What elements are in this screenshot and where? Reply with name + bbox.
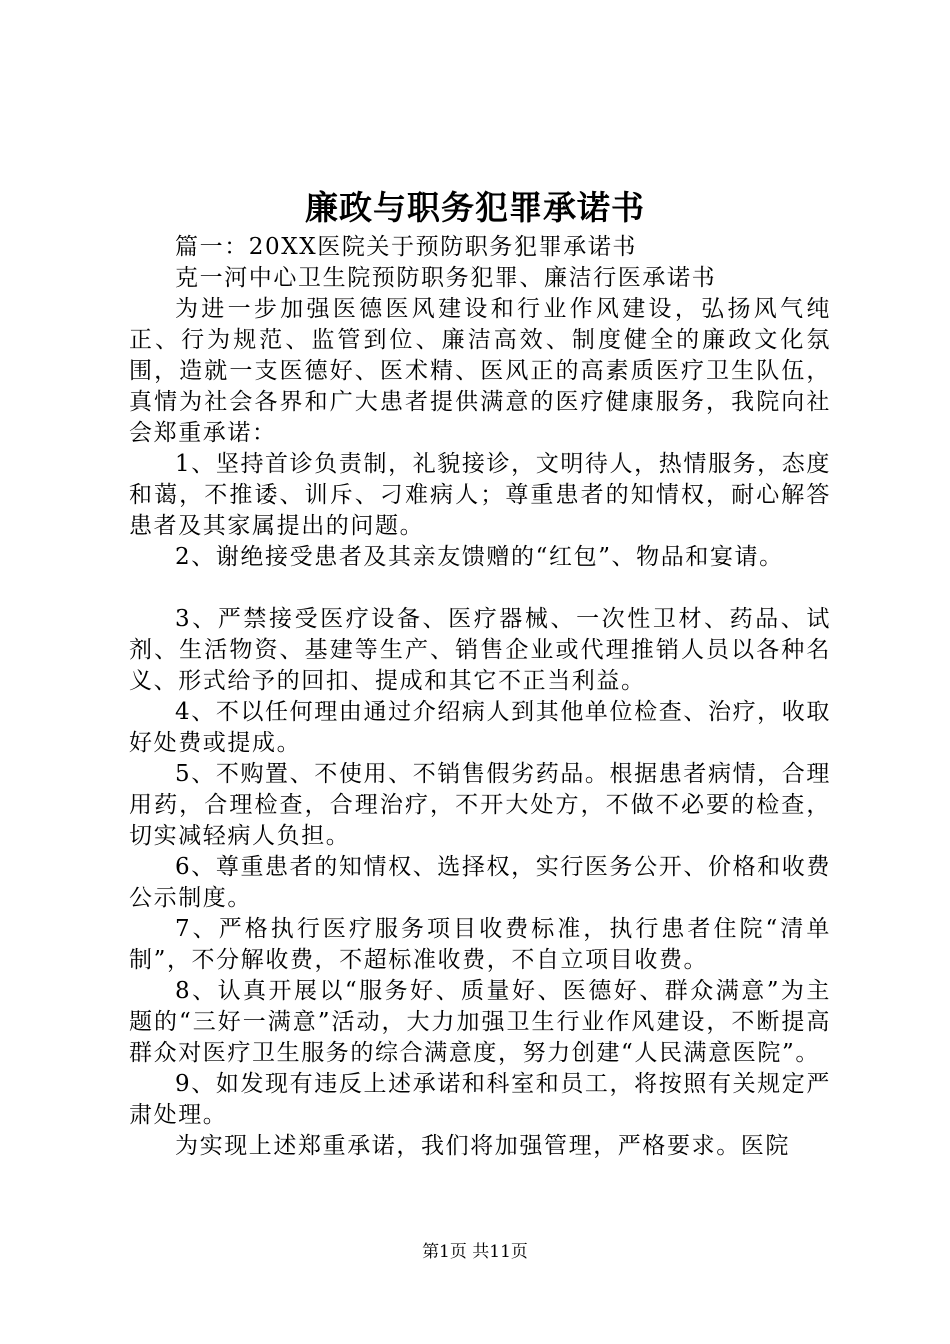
paragraph-item-2: 2、谢绝接受患者及其亲友馈赠的“红包”、物品和宴请。: [175, 544, 784, 570]
document-title: 廉政与职务犯罪承诺书: [305, 188, 645, 227]
paragraph-closing: 为实现上述郑重承诺，我们将加强管理，严格要求。医院: [175, 1133, 790, 1159]
paragraph-item-9: 9、如发现有违反上述承诺和科室和员工，将按照有关规定严肃处理。: [129, 1071, 831, 1128]
document-body: [129, 232, 831, 1162]
paragraph-item-6: 6、尊重患者的知情权、选择权，实行医务公开、价格和收费公示制度。: [129, 854, 831, 911]
paragraph-subheading: 克一河中心卫生院预防职务犯罪、廉洁行医承诺书: [175, 265, 717, 291]
paragraph-item-1: 1、坚持首诊负责制，礼貌接诊，文明待人，热情服务，态度和蔼，不推诿、训斥、刁难病人；尊重患者的知情权，耐心解答患者及其家属提出的问题。: [129, 451, 831, 539]
paragraph-heading: 篇一：20XX医院关于预防职务犯罪承诺书: [175, 234, 638, 260]
paragraph-item-3: 3、严禁接受医疗设备、医疗器械、一次性卫材、药品、试剂、生活物资、基建等生产、销售企业或代理推销人员以各种名义、形式给予的回扣、提成和其它不正当利益。: [129, 606, 831, 694]
paragraph-intro: 为进一步加强医德医风建设和行业作风建设，弘扬风气纯正、行为规范、监管到位、廉洁高效、制度健全的廉政文化氛围，造就一支医德好、医术精、医风正的高素质医疗卫生队伍，真情为社会各界和广大患者提供满意的医疗健康服务，我院向社会郑重承诺：: [129, 296, 831, 446]
paragraph-item-4: 4、不以任何理由通过介绍病人到其他单位检查、治疗，收取好处费或提成。: [129, 699, 831, 756]
paragraph-item-8: 8、认真开展以“服务好、质量好、医德好、群众满意”为主题的“三好一满意”活动，大力加强卫生行业作风建设，不断提高群众对医疗卫生服务的综合满意度，努力创建“人民满意医院”。: [129, 978, 831, 1066]
paragraph-item-7: 7、严格执行医疗服务项目收费标准，执行患者住院“清单制”，不分解收费，不超标准收费，不自立项目收费。: [129, 916, 831, 973]
paragraph-item-5: 5、不购置、不使用、不销售假劣药品。根据患者病情，合理用药，合理检查，合理治疗，不开大处方，不做不必要的检查，切实减轻病人负担。: [129, 761, 831, 849]
page-footer: 第1页 共11页: [422, 1242, 528, 1262]
